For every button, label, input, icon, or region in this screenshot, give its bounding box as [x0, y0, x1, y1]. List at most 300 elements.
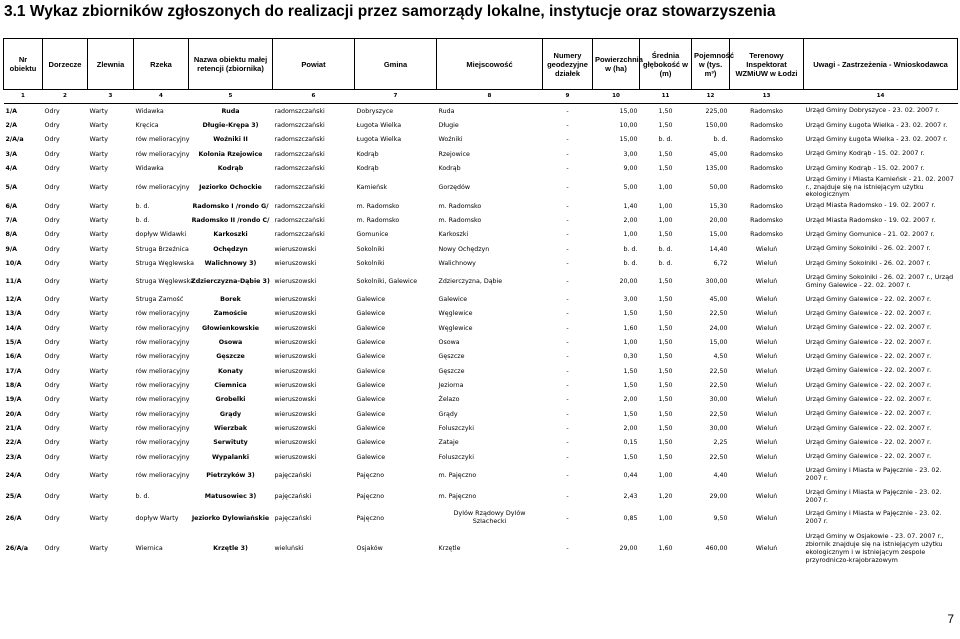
table-row: [4, 176, 958, 199]
cell-gleb: 1,50: [658, 353, 673, 361]
table-row: [4, 307, 958, 321]
cell-nazwa: Radomsko I /rondo G/: [192, 202, 269, 210]
cell-gmina: Galewice: [356, 339, 386, 347]
cell-dorzecze: Odry: [44, 202, 60, 210]
column-number: 14: [804, 90, 958, 104]
cell-zlewnia: Warty: [89, 217, 108, 225]
cell-uwagi: Urząd Gminy Kodrąb - 15. 02. 2007 r.: [805, 149, 925, 158]
cell-zlewnia: Warty: [89, 324, 108, 332]
cell-nazwa: Zdzierczyzna-Dąbie 3): [191, 278, 270, 286]
cell-gmina: Sokolniki: [356, 260, 385, 268]
cell-zlewnia: Warty: [89, 136, 108, 144]
cell-poj: 15,00: [709, 339, 728, 347]
cell-nazwa: Jeziorko Ochockie: [199, 183, 262, 191]
cell-gleb: b. d.: [658, 136, 673, 144]
cell-dzialki: -: [566, 231, 569, 239]
cell-gleb: 1,50: [658, 278, 673, 286]
cell-gleb: b. d.: [658, 245, 673, 253]
cell-powiat: radomszczański: [274, 231, 325, 239]
cell-nazwa: Matusowiec 3): [204, 493, 257, 501]
cell-nazwa: Gęszcze: [216, 353, 245, 361]
cell-dzialki: -: [566, 439, 569, 447]
cell-uwagi: Urząd Gminy i Miasta w Pajęcznie - 23. 02. 2007 r.: [805, 487, 942, 504]
cell-uwagi: Urząd Gminy Sokolniki - 26. 02. 2007 r., Urząd Gminy Galewice - 22. 02. 2007 r.: [805, 272, 954, 289]
cell-poj: 24,00: [709, 324, 728, 332]
table-row: [4, 450, 958, 464]
cell-powiat: radomszczański: [274, 217, 325, 225]
cell-nr: 7/A: [5, 217, 18, 225]
cell-nazwa: Serwituty: [213, 439, 248, 447]
cell-zlewnia: Warty: [89, 245, 108, 253]
cell-pow: 0,44: [623, 471, 638, 479]
cell-dorzecze: Odry: [44, 165, 60, 173]
cell-pow: 0,15: [623, 439, 638, 447]
cell-uwagi: Urząd Gminy w Osjakowie - 23. 07. 2007 r., zbiornik znajduje się na istniejącym użytku ekologicznym i w istniejącym zespole przyrodniczo-krajobrazowym: [805, 532, 944, 564]
cell-dzialki: -: [566, 367, 569, 375]
cell-poj: 135,00: [705, 165, 728, 173]
cell-nazwa: Karkoszki: [213, 231, 248, 239]
cell-gleb: 1,00: [658, 217, 673, 225]
cell-dorzecze: Odry: [44, 353, 60, 361]
cell-uwagi: Urząd Gminy Dobryszyce - 23. 02. 2007 r.: [805, 106, 940, 115]
cell-pow: 20,00: [619, 278, 638, 286]
cell-rzeka: rów melioracyjny: [135, 183, 190, 191]
cell-miejscowosc: m. Pajęczno: [438, 493, 477, 501]
table-row: [4, 321, 958, 335]
cell-poj: 20,00: [709, 217, 728, 225]
cell-nr: 4/A: [5, 165, 18, 173]
cell-nazwa: Wierzbak: [213, 425, 248, 433]
cell-poj: 45,00: [709, 296, 728, 303]
cell-miejscowosc: Żelazo: [438, 396, 460, 404]
cell-gleb: 1,50: [658, 382, 673, 390]
column-number: 13: [730, 90, 804, 104]
cell-nazwa: Kolonia Rzejowice: [198, 150, 263, 158]
cell-gmina: Gomunice: [356, 231, 389, 239]
cell-gleb: 1,50: [658, 165, 673, 173]
cell-pow: b. d.: [623, 245, 638, 253]
cell-zlewnia: Warty: [89, 231, 108, 239]
cell-pow: 1,00: [623, 231, 638, 239]
table-row: [4, 118, 958, 132]
cell-gleb: 1,20: [658, 493, 673, 501]
cell-rzeka: Widawka: [135, 107, 164, 115]
cell-nr: 23/A: [5, 453, 22, 461]
cell-powiat: wieruszowski: [274, 245, 317, 253]
column-number: 1: [4, 90, 43, 104]
cell-miejscowosc: Grądy: [438, 410, 458, 418]
cell-zlewnia: Warty: [89, 493, 108, 501]
cell-gmina: Sokolniki, Galewice: [356, 278, 418, 286]
cell-dorzecze: Odry: [44, 324, 60, 332]
cell-powiat: wieruszowski: [274, 396, 317, 404]
cell-nr: 11/A: [5, 278, 22, 286]
cell-nazwa: Długie-Krępa 3): [202, 122, 259, 130]
cell-dzialki: -: [566, 324, 569, 332]
cell-rzeka: rów melioracyjny: [135, 324, 190, 332]
cell-nazwa: Jeziorko Dylowiańskie: [191, 514, 270, 522]
cell-dorzecze: Odry: [44, 545, 60, 553]
cell-uwagi: Urząd Gminy Galewice - 22. 02. 2007 r.: [805, 366, 932, 375]
cell-dorzecze: Odry: [44, 245, 60, 253]
cell-poj: 22,50: [709, 367, 728, 375]
cell-nr: 25/A: [5, 493, 22, 501]
cell-miejscowosc: Gęszcze: [438, 353, 465, 361]
cell-pow: 3,00: [623, 150, 638, 158]
cell-nr: 5/A: [5, 183, 18, 191]
cell-miejscowosc: Rzejowice: [438, 150, 470, 158]
cell-zlewnia: Warty: [89, 471, 108, 479]
cell-poj: 4,50: [713, 353, 728, 361]
column-header: Zlewnia: [88, 39, 134, 90]
cell-zlewnia: Warty: [89, 410, 108, 418]
cell-miejscowosc: Kodrąb: [438, 165, 461, 173]
cell-powiat: wieruszowski: [274, 367, 317, 375]
cell-rzeka: Struga Zamość: [135, 296, 184, 303]
cell-zlewnia: Warty: [89, 453, 108, 461]
table-row: [4, 292, 958, 306]
cell-dorzecze: Odry: [44, 471, 60, 479]
cell-gmina: Pajęczno: [356, 471, 385, 479]
column-header: Powierzchnia w (ha): [593, 39, 640, 90]
cell-gmina: Galewice: [356, 310, 386, 318]
cell-dzialki: -: [566, 353, 569, 361]
cell-uwagi: Urząd Gminy Galewice - 22. 02. 2007 r.: [805, 395, 932, 403]
cell-nazwa: Zamoście: [213, 310, 248, 318]
cell-insp: Radomsko: [750, 231, 783, 239]
cell-powiat: wieruszowski: [274, 310, 317, 318]
cell-nazwa: Borek: [220, 296, 241, 303]
cell-gleb: 1,50: [658, 310, 673, 318]
cell-nazwa: Głowienkowskie: [201, 324, 260, 332]
cell-poj: 300,00: [705, 278, 728, 286]
cell-poj: 50,00: [709, 183, 728, 191]
cell-pow: 1,50: [623, 382, 638, 390]
cell-poj: 29,00: [709, 493, 728, 501]
cell-miejscowosc: Karkoszki: [438, 231, 469, 239]
cell-powiat: wieruszowski: [274, 353, 317, 361]
cell-powiat: wieluński: [274, 545, 304, 553]
cell-zlewnia: Warty: [89, 545, 108, 553]
column-header: Numery geodezyjne działek: [543, 39, 593, 90]
cell-nazwa: Krzętle 3): [213, 545, 248, 553]
cell-gmina: Ługota Wielka: [356, 136, 402, 144]
column-header: Średnia głębokość w (m): [640, 39, 692, 90]
cell-nr: 10/A: [5, 260, 22, 268]
cell-gmina: Galewice: [356, 324, 386, 332]
cell-pow: 1,50: [623, 367, 638, 375]
cell-dzialki: -: [566, 514, 569, 522]
column-number-row: [4, 90, 958, 104]
cell-gmina: Galewice: [356, 296, 386, 303]
cell-powiat: pajęczański: [274, 493, 312, 501]
page-number: 7: [947, 612, 954, 626]
cell-powiat: wieruszowski: [274, 453, 317, 461]
cell-pow: 1,50: [623, 453, 638, 461]
cell-dorzecze: Odry: [44, 410, 60, 418]
cell-powiat: radomszczański: [274, 202, 325, 210]
cell-zlewnia: Warty: [89, 202, 108, 210]
cell-nazwa: Walichnowy 3): [204, 260, 257, 268]
cell-pow: 3,00: [623, 296, 638, 303]
table-row: [4, 161, 958, 175]
cell-dzialki: -: [566, 339, 569, 347]
cell-poj: 460,00: [705, 545, 728, 553]
cell-zlewnia: Warty: [89, 165, 108, 173]
cell-pow: 1,60: [623, 324, 638, 332]
cell-rzeka: b. d.: [135, 202, 150, 210]
cell-dzialki: -: [566, 410, 569, 418]
cell-zlewnia: Warty: [89, 367, 108, 375]
cell-miejscowosc: Długie: [438, 122, 459, 130]
cell-uwagi: Urząd Gminy Kodrąb - 15. 02. 2007 r.: [805, 163, 925, 172]
table-row: [4, 104, 958, 119]
cell-powiat: wieruszowski: [274, 339, 317, 347]
cell-poj: 2,25: [713, 439, 728, 447]
cell-dzialki: -: [566, 471, 569, 479]
cell-zlewnia: Warty: [89, 296, 108, 303]
cell-insp: Wieluń: [755, 310, 778, 318]
cell-dorzecze: Odry: [44, 425, 60, 433]
cell-miejscowosc: Ruda: [438, 107, 455, 115]
table-row: [4, 242, 958, 256]
cell-dorzecze: Odry: [44, 260, 60, 268]
cell-miejscowosc: Węglewice: [438, 324, 473, 332]
cell-insp: Wieluń: [755, 396, 778, 404]
cell-poj: 22,50: [709, 382, 728, 390]
cell-miejscowosc: Galewice: [438, 296, 468, 303]
table-row: [4, 271, 958, 293]
column-header: Powiat: [273, 39, 355, 90]
cell-gmina: Kamieńsk: [356, 183, 388, 191]
cell-poj: 4,40: [713, 471, 728, 479]
cell-zlewnia: Warty: [89, 183, 108, 191]
cell-gleb: 1,50: [658, 410, 673, 418]
cell-gmina: Dobryszyce: [356, 107, 394, 115]
cell-uwagi: Urząd Gminy Galewice - 22. 02. 2007 r.: [805, 423, 932, 432]
cell-gleb: 1,50: [658, 324, 673, 332]
cell-dzialki: -: [566, 245, 569, 253]
cell-gleb: 1,50: [658, 150, 673, 158]
cell-poj: 15,30: [709, 202, 728, 210]
cell-miejscowosc: Gęszcze: [438, 367, 465, 375]
cell-rzeka: b. d.: [135, 493, 150, 501]
cell-gleb: 1,50: [658, 396, 673, 404]
cell-nazwa: Radomsko II /rondo C/: [191, 217, 270, 225]
cell-powiat: radomszczański: [274, 150, 325, 158]
cell-gmina: Galewice: [356, 353, 386, 361]
cell-dorzecze: Odry: [44, 310, 60, 318]
column-header: Uwagi - Zastrzeżenia - Wnioskodawca: [804, 39, 958, 90]
cell-nr: 18/A: [5, 382, 22, 390]
cell-rzeka: rów melioracyjny: [135, 150, 190, 158]
cell-uwagi: Urząd Gminy Galewice - 22. 02. 2007 r.: [805, 409, 932, 418]
cell-nr: 17/A: [5, 367, 22, 375]
cell-powiat: wieruszowski: [274, 425, 317, 433]
cell-uwagi: Urząd Gminy i Miasta w Pajęcznie - 23. 02. 2007 r.: [805, 509, 942, 526]
column-header: Rzeka: [134, 39, 189, 90]
cell-poj: 45,00: [709, 150, 728, 158]
cell-insp: Wieluń: [755, 410, 778, 418]
cell-uwagi: Urząd Gminy Sokolniki - 26. 02. 2007 r.: [805, 244, 931, 253]
column-number: 4: [134, 90, 189, 104]
cell-dorzecze: Odry: [44, 396, 60, 404]
column-number: 11: [640, 90, 692, 104]
cell-dzialki: -: [566, 310, 569, 318]
cell-gleb: 1,50: [658, 425, 673, 433]
cell-dorzecze: Odry: [44, 136, 60, 144]
column-number: 10: [593, 90, 640, 104]
cell-miejscowosc: Nowy Ochędzyn: [438, 245, 490, 253]
cell-poj: 30,00: [709, 396, 728, 404]
cell-powiat: wieruszowski: [274, 382, 317, 390]
cell-zlewnia: Warty: [89, 122, 108, 130]
cell-nr: 9/A: [5, 245, 18, 253]
cell-miejscowosc: Foluszczyki: [438, 425, 474, 433]
cell-rzeka: rów melioracyjny: [135, 471, 190, 479]
cell-rzeka: rów melioracyjny: [135, 382, 190, 390]
cell-pow: 2,43: [623, 493, 638, 501]
cell-dzialki: -: [566, 136, 569, 144]
cell-powiat: wieruszowski: [274, 324, 317, 332]
column-number: 8: [437, 90, 543, 104]
table-row: [4, 407, 958, 421]
cell-powiat: radomszczański: [274, 165, 325, 173]
cell-insp: Radomsko: [750, 107, 783, 115]
cell-nr: 1/A: [5, 107, 18, 115]
cell-insp: Radomsko: [750, 165, 783, 173]
cell-zlewnia: Warty: [89, 396, 108, 404]
cell-nr: 22/A: [5, 439, 22, 447]
cell-dorzecze: Odry: [44, 231, 60, 239]
cell-zlewnia: Warty: [89, 107, 108, 115]
cell-uwagi: Urząd Gminy Ługota Wielka - 23. 02. 2007 r.: [805, 134, 948, 143]
cell-gleb: 1,00: [658, 183, 673, 191]
cell-nr: 13/A: [5, 310, 22, 318]
cell-gmina: m. Radomsko: [356, 202, 400, 210]
cell-gmina: Pajęczno: [356, 493, 385, 501]
cell-poj: 30,00: [709, 425, 728, 433]
cell-uwagi: Urząd Gminy Gomunice - 21. 02. 2007 r.: [805, 230, 935, 239]
cell-nr: 12/A: [5, 296, 22, 303]
cell-rzeka: rów melioracyjny: [135, 367, 190, 375]
cell-rzeka: rów melioracyjny: [135, 410, 190, 418]
cell-dzialki: -: [566, 278, 569, 286]
cell-gleb: 1,50: [658, 439, 673, 447]
column-number: 3: [88, 90, 134, 104]
cell-dzialki: -: [566, 493, 569, 501]
cell-zlewnia: Warty: [89, 150, 108, 158]
cell-dorzecze: Odry: [44, 514, 60, 522]
cell-insp: Radomsko: [750, 150, 783, 158]
cell-zlewnia: Warty: [89, 260, 108, 268]
cell-nazwa: Wypalanki: [211, 453, 250, 461]
cell-nr: 21/A: [5, 425, 22, 433]
cell-pow: b. d.: [623, 260, 638, 268]
column-header: Nazwa obiektu małej retencji (zbiornika): [189, 39, 273, 90]
cell-miejscowosc: Walichnowy: [438, 260, 476, 268]
cell-pow: 1,00: [623, 339, 638, 347]
cell-uwagi: Urząd Miasta Radomsko - 19. 02. 2007 r.: [805, 201, 936, 210]
cell-poj: 225,00: [705, 107, 728, 115]
cell-gleb: 1,00: [658, 202, 673, 210]
cell-uwagi: Urząd Gminy Galewice - 22. 02. 2007 r.: [805, 323, 932, 332]
table-row: [4, 393, 958, 407]
cell-nazwa: Ruda: [221, 107, 240, 115]
table-row: [4, 133, 958, 147]
cell-nr: 26/A: [5, 514, 22, 522]
cell-poj: b. d.: [713, 136, 728, 144]
cell-pow: 0,30: [623, 353, 638, 361]
cell-nazwa: Grądy: [219, 410, 242, 418]
cell-powiat: radomszczański: [274, 136, 325, 144]
cell-miejscowosc: Jeziorna: [438, 382, 464, 390]
cell-dorzecze: Odry: [44, 296, 60, 303]
reservoir-table: [3, 38, 958, 569]
cell-uwagi: Urząd Gminy Galewice - 22. 02. 2007 r.: [805, 380, 932, 389]
cell-insp: Wieluń: [755, 260, 778, 268]
table-row: [4, 486, 958, 508]
cell-gmina: Pajęczno: [356, 514, 385, 522]
cell-gleb: 1,50: [658, 367, 673, 375]
cell-pow: 10,00: [619, 122, 638, 130]
cell-miejscowosc: m. Radomsko: [438, 217, 482, 225]
cell-dorzecze: Odry: [44, 122, 60, 130]
cell-powiat: wieruszowski: [274, 260, 317, 268]
column-header: Gmina: [355, 39, 437, 90]
cell-dorzecze: Odry: [44, 150, 60, 158]
cell-uwagi: Urząd Gminy Galewice - 22. 02. 2007 r.: [805, 351, 932, 360]
cell-gleb: b. d.: [658, 260, 673, 268]
cell-gleb: 1,50: [658, 453, 673, 461]
cell-rzeka: Struga Węglewska: [135, 260, 194, 268]
cell-gleb: 1,50: [658, 122, 673, 130]
cell-dzialki: -: [566, 122, 569, 130]
cell-pow: 2,00: [623, 217, 638, 225]
cell-nazwa: Ciemnica: [214, 382, 247, 390]
cell-insp: Wieluń: [755, 425, 778, 433]
cell-zlewnia: Warty: [89, 353, 108, 361]
table-row: [4, 507, 958, 529]
cell-nr: 24/A: [5, 471, 22, 479]
cell-dzialki: -: [566, 545, 569, 553]
cell-powiat: wieruszowski: [274, 278, 317, 286]
cell-insp: Wieluń: [755, 471, 778, 479]
cell-pow: 9,00: [623, 165, 638, 173]
cell-rzeka: Wiernica: [135, 545, 163, 553]
cell-poj: 6,72: [713, 260, 728, 268]
cell-gmina: Galewice: [356, 396, 386, 404]
cell-dorzecze: Odry: [44, 439, 60, 447]
table-header-row: [4, 39, 958, 90]
cell-nr: 3/A: [5, 150, 18, 158]
cell-powiat: wieruszowski: [274, 439, 317, 447]
cell-gmina: Kodrąb: [356, 165, 379, 173]
cell-rzeka: rów melioracyjny: [135, 136, 190, 144]
cell-dorzecze: Odry: [44, 107, 60, 115]
cell-rzeka: rów melioracyjny: [135, 425, 190, 433]
cell-nr: 14/A: [5, 324, 22, 332]
cell-dorzecze: Odry: [44, 183, 60, 191]
cell-gmina: m. Radomsko: [356, 217, 400, 225]
cell-uwagi: Urząd Gminy i Miasta w Pajęcznie - 23. 02. 2007 r.: [805, 466, 942, 483]
column-header: Terenowy Inspektorat WZMiUW w Łodzi: [730, 39, 804, 90]
cell-gleb: 1,00: [658, 471, 673, 479]
cell-pow: 15,00: [619, 136, 638, 144]
column-number: 5: [189, 90, 273, 104]
cell-dorzecze: Odry: [44, 453, 60, 461]
cell-rzeka: dopływ Widawki: [135, 231, 187, 239]
